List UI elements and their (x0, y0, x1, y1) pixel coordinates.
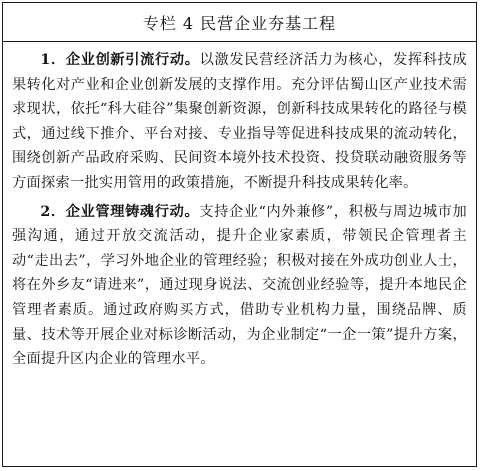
box-title: 专栏 4 民营企业夯基工程 (3, 3, 476, 42)
feature-box (2, 2, 477, 467)
paragraph-heading: 1．企业创新引流行动。 (40, 52, 200, 68)
paragraph-body: 支持企业“内外兼修”，积极与周边城市加强沟通，通过开放交流活动，提升企业家素质，带领民企管理者主动“走出去”，学习外地企业的管理经验；积极对接在外成功创业人士，将在外乡友“请进来”，通过现身说法、交流创业经验等，提升本地民企管理者素质。通过政府购买方式，借助专业机构力量，围绕品牌、质量、技术等开展企业对标诊断活动，为企业制定“一企一策”提升方案，全面提升区内企业的管理水平。 (12, 203, 467, 368)
paragraph-heading: 2．企业管理铸魂行动。 (40, 203, 200, 220)
paragraph-management (12, 200, 467, 372)
box-content (3, 42, 476, 372)
paragraph-innovation (12, 48, 467, 196)
paragraph-body: 以激发民营经济活力为核心，发挥科技成果转化对产业和企业创新发展的支撑作用。充分评估蜀山区产业技术需求现状，依托“科大硅谷”集聚创新资源，创新科技成果转化的路径与模式，通过线下推介、平台对接、专业指导等促进科技成果的流动转化，围绕创新产品政府采购、民间资本境外技术投资、投贷联动融资服务等方面探索一批实用管用的政策措施，不断提升科技成果转化率。 (12, 52, 467, 191)
